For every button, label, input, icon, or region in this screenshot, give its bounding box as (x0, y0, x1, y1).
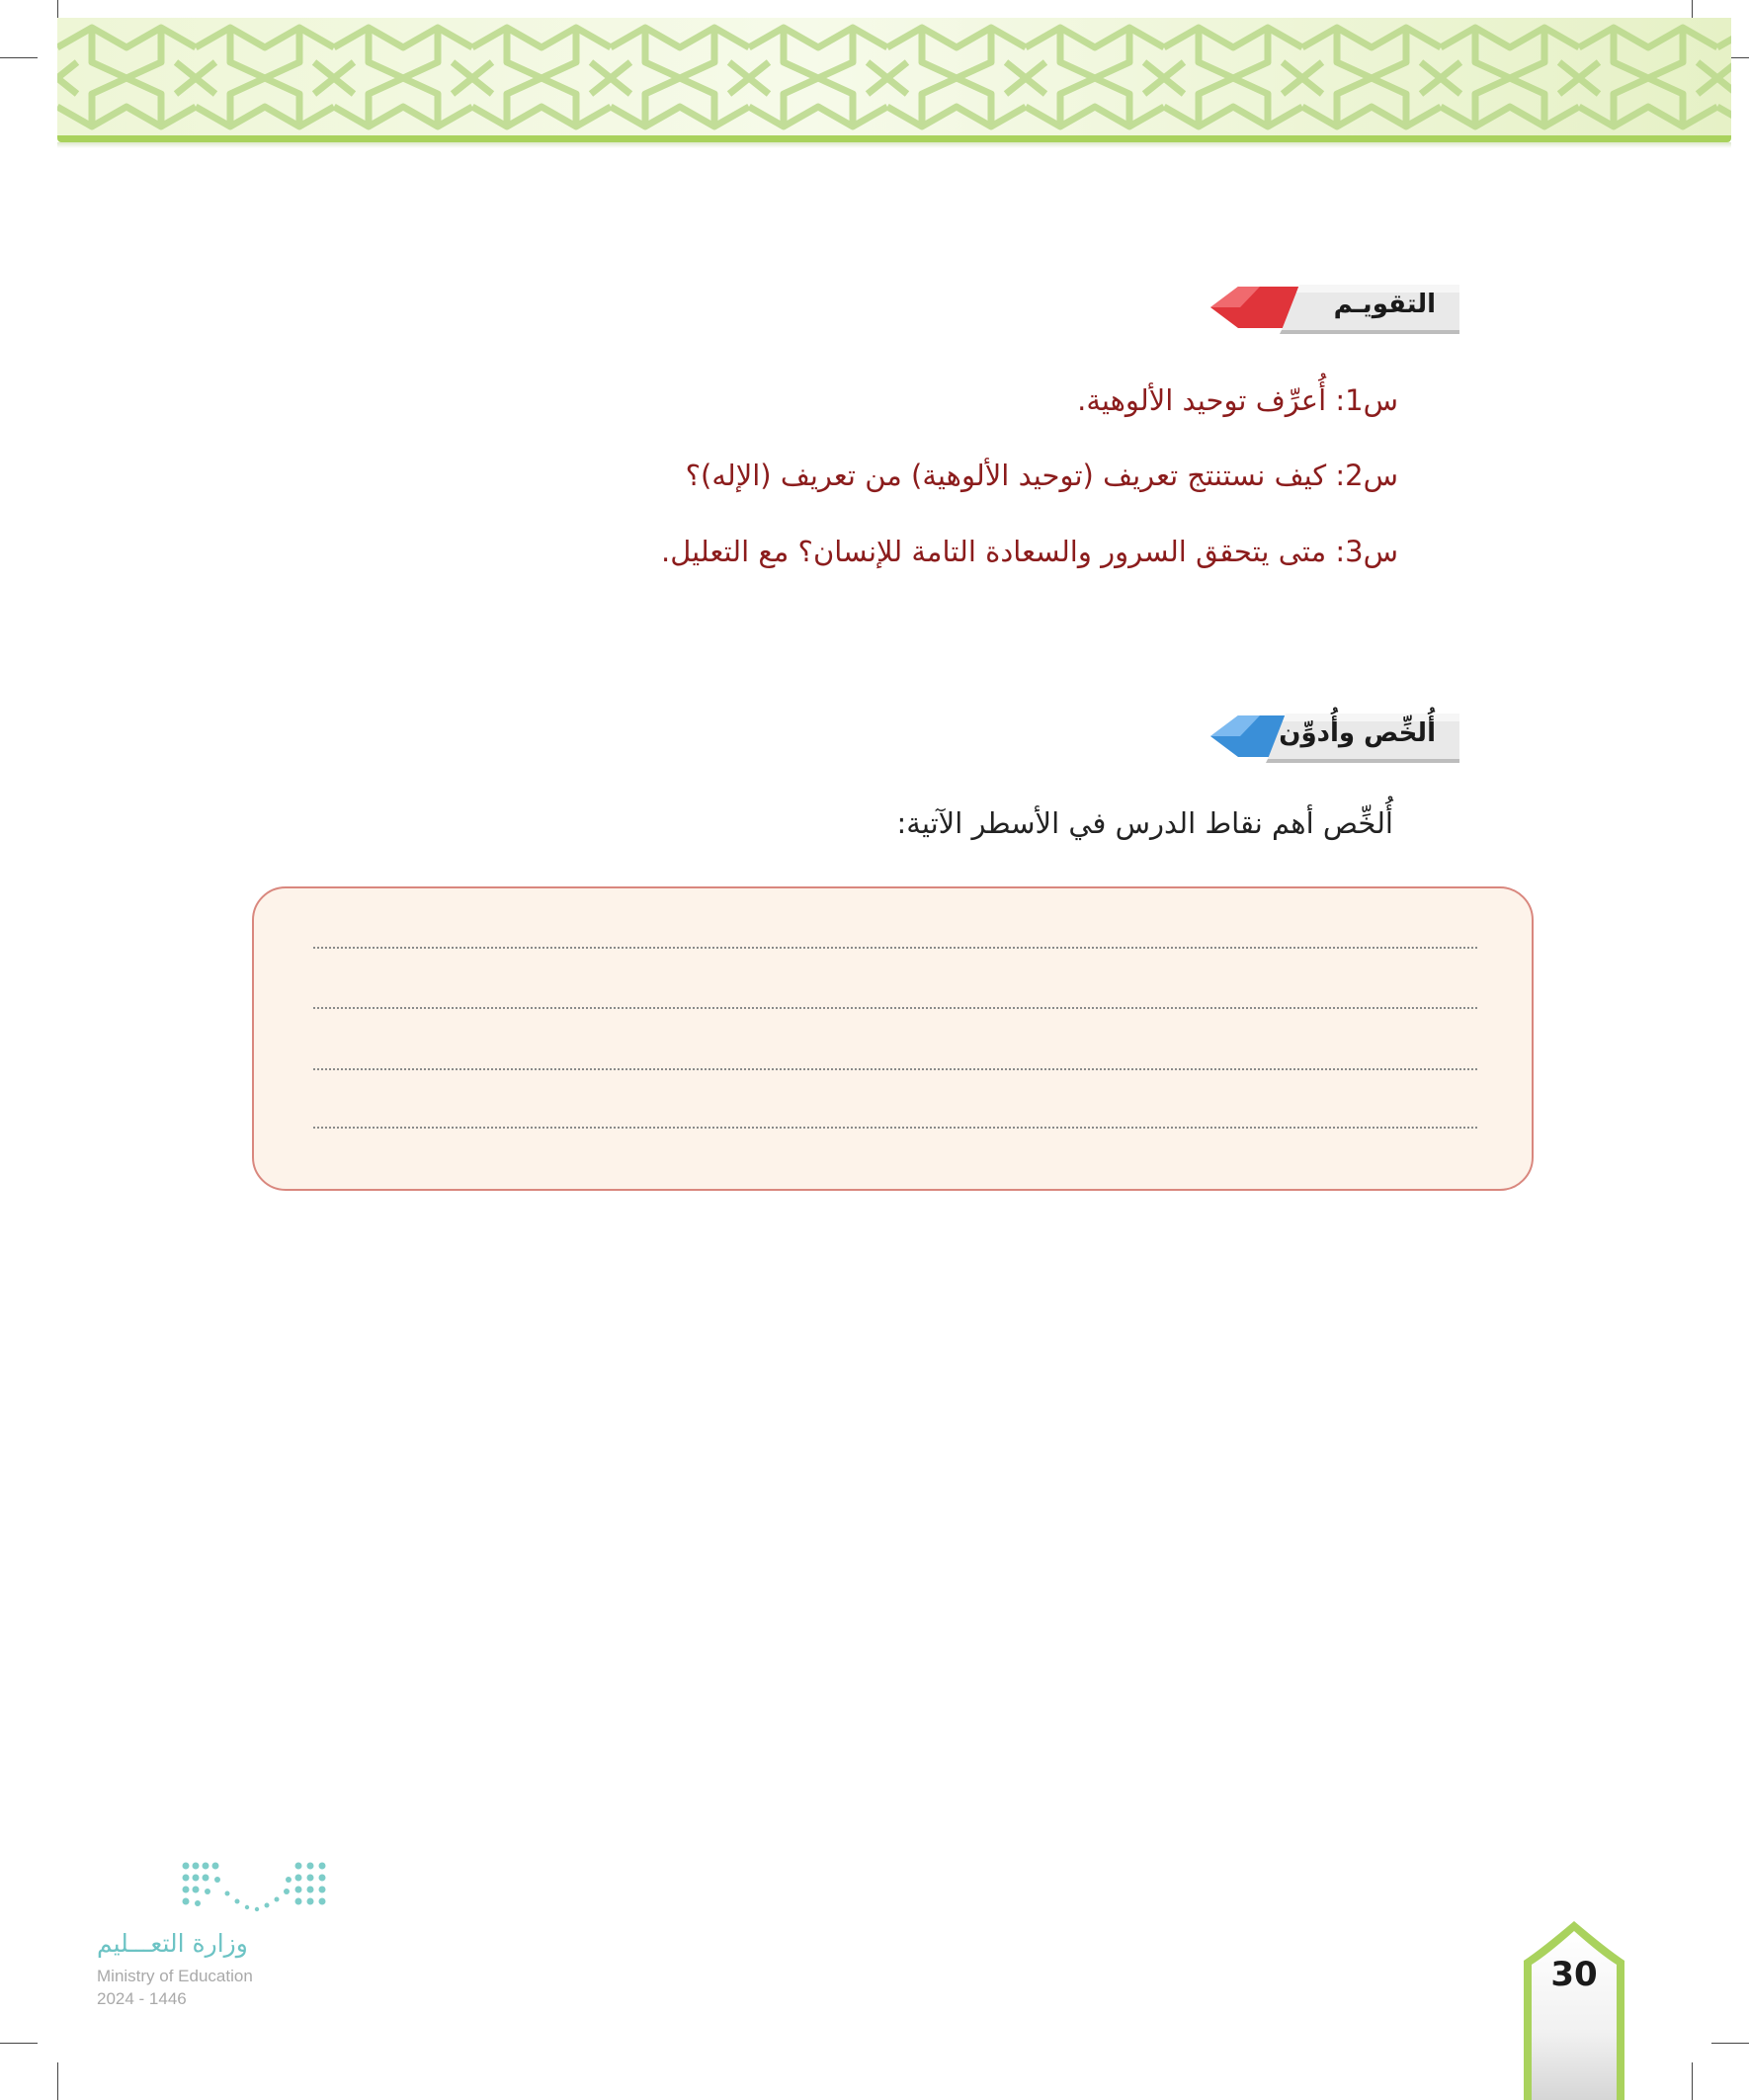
page-number-tab (1520, 1917, 1628, 2100)
ministry-name-english: Ministry of Education (97, 1967, 253, 1985)
summary-prompt: أُلخِّص أهم نقاط الدرس في الأسطر الآتية: (896, 806, 1393, 840)
crop-mark (1692, 2062, 1693, 2100)
crop-mark (57, 2062, 58, 2100)
header-rule (57, 135, 1731, 142)
crop-mark (0, 2043, 38, 2044)
page-number: 30 (1550, 1955, 1598, 1994)
question-2: س2: كيف نستنتج تعريف (توحيد الألوهية) من تعريف (الإله)؟ (685, 459, 1398, 492)
header-pattern (57, 18, 1731, 138)
answer-line[interactable] (313, 1127, 1477, 1129)
header-shadow (57, 142, 1731, 148)
answer-line[interactable] (313, 1068, 1477, 1070)
evaluation-heading: التقويـم (1333, 290, 1436, 319)
answer-line[interactable] (313, 947, 1477, 949)
answer-line[interactable] (313, 1007, 1477, 1009)
question-3: س3: متى يتحقق السرور والسعادة التامة للإنسان؟ مع التعليل. (660, 535, 1398, 568)
answer-box[interactable] (252, 886, 1534, 1191)
ministry-logo-icon (97, 1856, 354, 1919)
ministry-name-arabic: وزارة التعـــليم (97, 1929, 248, 1958)
evaluation-heading-tab (1201, 281, 1459, 334)
arabesque-pattern (57, 18, 1731, 138)
question-1: س1: أُعرِّف توحيد الألوهية. (1077, 383, 1398, 417)
crop-mark (1711, 2043, 1749, 2044)
edition-year: 2024 - 1446 (97, 1989, 187, 2008)
summary-heading: أُلخِّص وأُدوِّن (1279, 718, 1436, 748)
crop-mark (0, 57, 38, 58)
summary-heading-tab (1201, 710, 1459, 763)
